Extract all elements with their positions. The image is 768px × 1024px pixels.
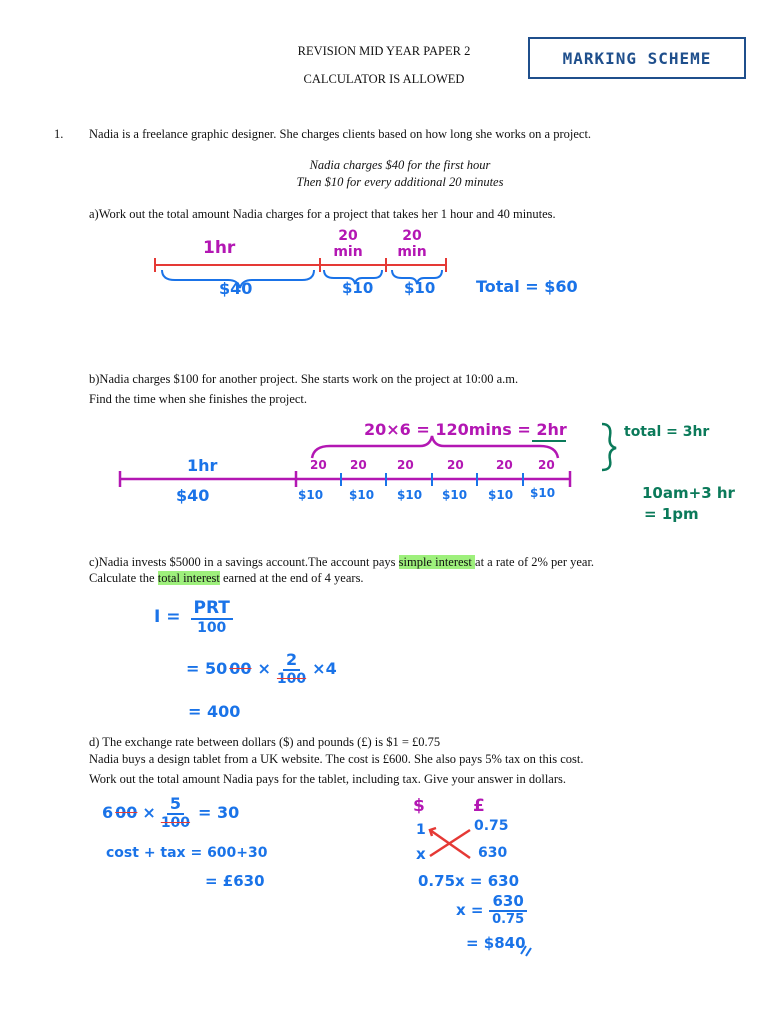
part-b-total-brace <box>602 424 616 470</box>
charge-rule-line2: Then $10 for every additional 20 minutes <box>296 175 504 189</box>
part-a-brace3-value: $10 <box>404 279 436 297</box>
part-a-total: Total = $60 <box>476 277 578 296</box>
col-pound-header: £ <box>473 796 485 816</box>
part-a-1hr-label: 1hr <box>203 238 236 258</box>
part-b-minutes-5: 20 <box>496 458 513 472</box>
step-prefix: = 50 <box>186 659 228 678</box>
part-a-20min-1-top: 20 <box>338 228 358 244</box>
step-struck: 00 <box>229 659 252 678</box>
page-title: REVISION MID YEAR PAPER 2 <box>297 44 471 58</box>
part-a-timeline <box>155 258 446 272</box>
part-b-minutes-2: 20 <box>350 458 367 472</box>
part-b-minutes-3: 20 <box>397 458 414 472</box>
part-b-price-2: $10 <box>349 488 375 502</box>
part-b-price-6: $10 <box>530 486 556 500</box>
part-a-brace2-value: $10 <box>342 279 374 297</box>
col-dollar-header: $ <box>413 796 425 816</box>
part-d-cost-result: = £630 <box>205 872 265 890</box>
part-c-q2-pre: Calculate the <box>89 571 158 585</box>
row2-left: x <box>416 845 426 863</box>
row2-right: 630 <box>478 845 508 861</box>
tax-struck: 00 <box>115 803 138 822</box>
eq2-denominator: 0.75 <box>492 912 525 927</box>
eq2-numerator: 630 <box>489 892 526 912</box>
marking-scheme-stamp: MARKING SCHEME <box>528 37 746 79</box>
row1-right: 0.75 <box>474 818 509 834</box>
part-b-total-note: total = 3hr <box>624 424 710 440</box>
formula-denominator: 100 <box>197 620 227 636</box>
part-c-result: = 400 <box>188 702 241 721</box>
question-intro: Nadia is a freelance graphic designer. She charges clients based on how long she works on a project. <box>89 127 592 141</box>
formula-fraction <box>191 598 233 636</box>
part-c-q-pre: c)Nadia invests $5000 in a savings account.The account pays <box>89 555 399 569</box>
part-d-question-line3: Work out the total amount Nadia pays for the tablet, including tax. Give your answer in dollars. <box>89 772 567 786</box>
exchange-cross-arrows <box>430 828 470 858</box>
part-b-question-line1: b)Nadia charges $100 for another project. She starts work on the project at 10:00 a.m. <box>89 372 519 386</box>
part-b-answer-line1: 10am+3 hr <box>642 484 735 502</box>
part-b-minutes-1: 20 <box>310 458 327 472</box>
tax-numerator: 5 <box>167 794 184 815</box>
tax-prefix: 6 <box>102 803 114 822</box>
tax-denominator: 100 <box>160 815 191 831</box>
step-tail: ×4 <box>312 659 337 678</box>
highlight-total-interest: total interest <box>157 571 220 585</box>
part-d-answer: = $840 <box>466 934 526 952</box>
tax-result: = 30 <box>198 803 240 822</box>
part-d-cost-line: cost + tax = 600+30 <box>106 845 268 861</box>
highlight-simple-interest: simple interest <box>398 555 476 569</box>
part-c-q-post: at a rate of 2% per year. <box>475 555 595 569</box>
part-b-hour-label: 1hr <box>187 456 218 475</box>
part-c-formula <box>154 598 233 636</box>
formula-numerator: PRT <box>191 598 233 620</box>
eq2-fraction <box>489 892 526 927</box>
part-d-question-line1: d) The exchange rate between dollars ($) and pounds (£) is $1 = £0.75 <box>89 735 441 749</box>
question-number: 1. <box>54 127 64 141</box>
page-subtitle: CALCULATOR IS ALLOWED <box>303 72 465 86</box>
part-a-20min-1-bottom: min <box>333 244 363 260</box>
step-fraction <box>277 650 306 687</box>
step-numerator: 2 <box>283 650 300 671</box>
part-d-eq1: 0.75x = 630 <box>418 872 520 890</box>
row1-left: 1 <box>416 822 426 838</box>
part-a-20min-2-bottom: min <box>397 244 427 260</box>
eq2-lhs: x = <box>456 900 484 919</box>
part-c-step <box>186 650 337 687</box>
step-denominator: 100 <box>276 671 307 687</box>
charge-rule-line1: Nadia charges $40 for the first hour <box>309 158 491 172</box>
part-b-question-line2: Find the time when she finishes the project. <box>89 392 308 406</box>
part-b-price-5: $10 <box>488 488 514 502</box>
part-b-answer-line2: = 1pm <box>644 505 699 523</box>
step-times: × <box>257 659 271 678</box>
part-b-top-calc: 20×6 = 120mins = 2hr <box>364 420 567 439</box>
tax-times: × <box>142 803 156 822</box>
part-a-question: a)Work out the total amount Nadia charges for a project that takes her 1 hour and 40 minutes. <box>89 207 556 221</box>
part-b-minutes-4: 20 <box>447 458 464 472</box>
part-a-brace1-value: $40 <box>219 279 253 298</box>
part-b-price-1: $10 <box>298 488 324 502</box>
part-a-braces <box>162 270 442 288</box>
part-b-price-3: $10 <box>397 488 423 502</box>
part-d-tax-calc <box>102 794 239 831</box>
part-b-hour-price: $40 <box>176 486 210 505</box>
part-b-minutes-6: 20 <box>538 458 555 472</box>
part-b-price-4: $10 <box>442 488 468 502</box>
tax-fraction <box>161 794 190 831</box>
part-d-question-line2: Nadia buys a design tablet from a UK website. The cost is £600. She also pays 5% tax on this cost. <box>89 752 584 766</box>
formula-lhs: I = <box>154 607 181 627</box>
part-d-eq2 <box>456 892 527 927</box>
part-c-q2-post: earned at the end of 4 years. <box>219 571 364 585</box>
part-a-20min-2-top: 20 <box>402 228 422 244</box>
